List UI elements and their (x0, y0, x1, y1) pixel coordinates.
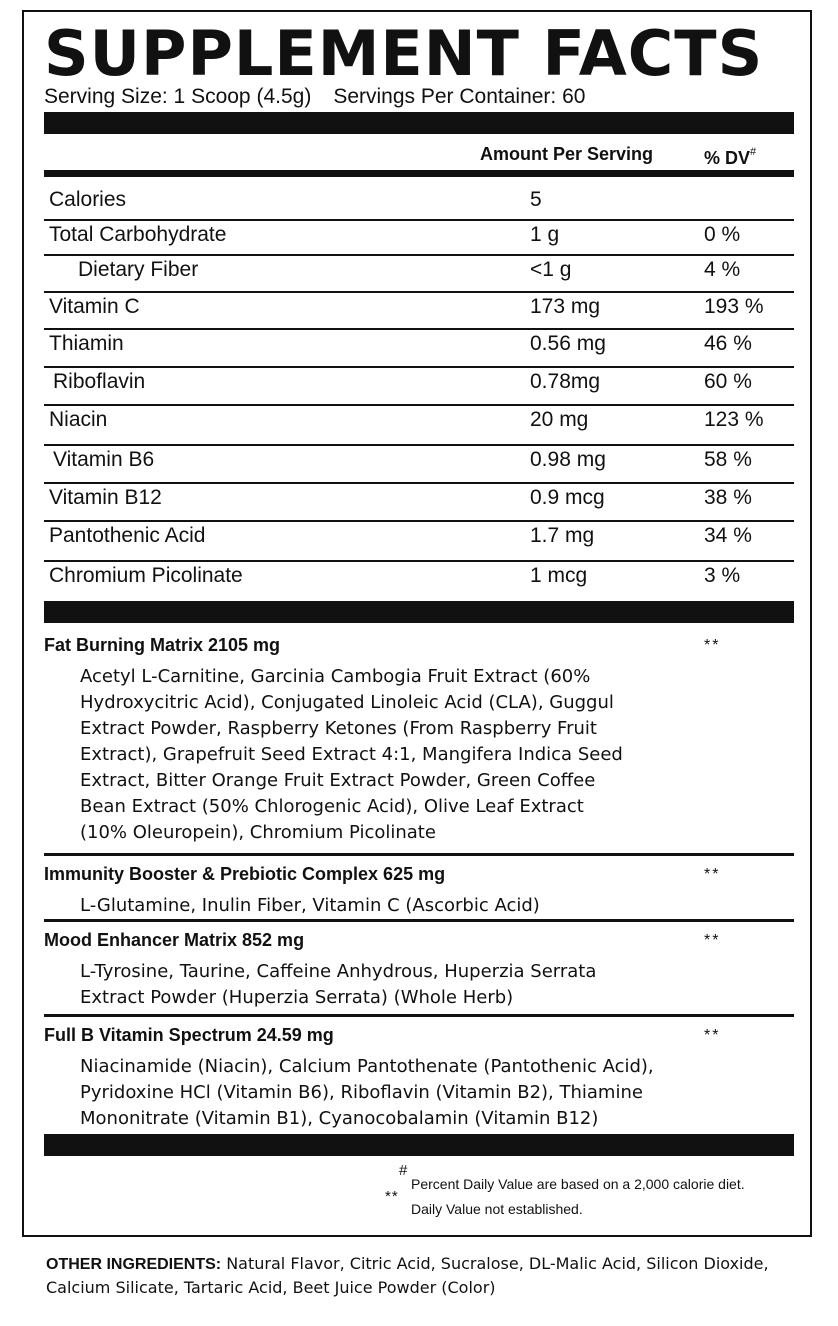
thick-divider-header (44, 170, 794, 177)
row-divider (44, 444, 794, 446)
row-divider (44, 560, 794, 562)
row-divider (44, 219, 794, 221)
nutrient-row (44, 223, 794, 253)
nutrient-amount: 1.7 mg (530, 524, 595, 547)
blend-ingredient-line: Acetyl L-Carnitine, Garcinia Cambogia Fruit Extract (60% (80, 666, 591, 687)
blend-title: Full B Vitamin Spectrum 24.59 mg (44, 1025, 334, 1045)
thick-divider-bottom (44, 1134, 794, 1156)
nutrient-amount: 173 mg (530, 295, 601, 318)
blend-ingredient-line: L-Tyrosine, Taurine, Caffeine Anhydrous, Huperzia Serrata (80, 961, 597, 982)
footnote-text-1: Percent Daily Value are based on a 2,000 calorie diet. (411, 1176, 745, 1192)
blend-ingredients (80, 664, 720, 846)
nutrient-name: Pantothenic Acid (49, 524, 206, 547)
dv-header-label: % DV (704, 148, 751, 168)
footnote-mark-2: ** (385, 1188, 399, 1205)
blend-ingredient-line: Extract), Grapefruit Seed Extract 4:1, Mangifera Indica Seed (80, 744, 623, 765)
blend-divider (44, 919, 794, 922)
nutrient-row (44, 408, 794, 438)
nutrient-name: Vitamin B6 (53, 448, 155, 471)
footnote-mark-1: # (399, 1162, 408, 1179)
nutrient-amount: 1 g (530, 223, 560, 246)
nutrient-dv: 4 % (704, 258, 741, 281)
row-divider (44, 254, 794, 256)
other-ingredients (46, 1252, 806, 1299)
nutrient-row (44, 564, 794, 600)
nutrient-dv: 3 % (704, 564, 741, 587)
blend-dv-mark: ** (704, 637, 721, 654)
nutrient-dv: 34 % (704, 524, 752, 547)
nutrient-name: Vitamin C (49, 295, 140, 318)
nutrient-name: Riboflavin (53, 370, 146, 393)
nutrient-row (44, 295, 794, 325)
nutrient-name: Vitamin B12 (49, 486, 162, 509)
nutrient-amount: 0.9 mcg (530, 486, 605, 509)
nutrient-row (44, 332, 794, 362)
blend-ingredient-line: Hydroxycitric Acid), Conjugated Linoleic Acid (CLA), Guggul (80, 692, 614, 713)
nutrient-row (44, 370, 794, 400)
blend-title: Fat Burning Matrix 2105 mg (44, 635, 281, 655)
nutrient-row (44, 258, 794, 288)
nutrient-row (44, 486, 794, 516)
nutrient-amount: 0.78mg (530, 370, 601, 393)
nutrient-name: Dietary Fiber (78, 258, 199, 281)
nutrient-dv: 123 % (704, 408, 764, 431)
blend-ingredient-line: Bean Extract (50% Chlorogenic Acid), Olive Leaf Extract (80, 796, 584, 817)
thick-divider-middle (44, 601, 794, 623)
nutrient-amount: 0.98 mg (530, 448, 606, 471)
nutrient-row (44, 188, 794, 218)
blend-dv-mark: ** (704, 866, 721, 883)
nutrient-amount: 5 (530, 188, 542, 211)
row-divider (44, 520, 794, 522)
blend-ingredient-line: Mononitrate (Vitamin B1), Cyanocobalamin (Vitamin B12) (80, 1108, 599, 1129)
row-divider (44, 291, 794, 293)
nutrient-name: Niacin (49, 408, 108, 431)
nutrient-name: Thiamin (49, 332, 124, 355)
row-divider (44, 482, 794, 484)
blend-ingredients (80, 959, 720, 1011)
footnote-text-2: Daily Value not established. (411, 1201, 583, 1217)
nutrient-amount: 1 mcg (530, 564, 588, 587)
nutrient-row (44, 524, 794, 554)
nutrient-amount: 20 mg (530, 408, 589, 431)
nutrient-dv: 38 % (704, 486, 752, 509)
blend-ingredient-line: Extract Powder (Huperzia Serrata) (Whole Herb) (80, 987, 514, 1008)
blend-title: Mood Enhancer Matrix 852 mg (44, 930, 305, 950)
blend-ingredient-line: L-Glutamine, Inulin Fiber, Vitamin C (Ascorbic Acid) (80, 895, 540, 916)
nutrient-dv: 58 % (704, 448, 752, 471)
nutrient-dv: 60 % (704, 370, 752, 393)
blend-title: Immunity Booster & Prebiotic Complex 625 mg (44, 864, 446, 884)
row-divider (44, 366, 794, 368)
blend-ingredients (80, 1054, 720, 1132)
blend-divider (44, 1014, 794, 1017)
servings-per-container: Servings Per Container: 60 (333, 85, 586, 108)
nutrient-amount: 0.56 mg (530, 332, 606, 355)
blend-dv-mark: ** (704, 1027, 721, 1044)
nutrient-amount: <1 g (530, 258, 572, 281)
other-ingredients-label: OTHER INGREDIENTS: (46, 1256, 222, 1273)
other-ingredients-text: Natural Flavor, Citric Acid, Sucralose, DL-Malic Acid, Silicon Dioxide, Calcium Silicate, Tartaric Acid, Beet Juice Powder (Color) (46, 1254, 769, 1297)
panel-title: SUPPLEMENT FACTS (44, 17, 764, 90)
blend-ingredient-line: Extract, Bitter Orange Fruit Extract Powder, Green Coffee (80, 770, 596, 791)
amount-header: Amount Per Serving (480, 144, 654, 164)
nutrient-name: Calories (49, 188, 127, 211)
row-divider (44, 328, 794, 330)
blend-ingredient-line: Pyridoxine HCl (Vitamin B6), Riboflavin (Vitamin B2), Thiamine (80, 1082, 643, 1103)
nutrient-dv: 46 % (704, 332, 752, 355)
supplement-facts-panel (22, 10, 812, 1237)
blend-divider (44, 853, 794, 856)
serving-info (44, 84, 585, 110)
serving-size: Serving Size: 1 Scoop (4.5g) (44, 85, 312, 108)
dv-header (704, 142, 756, 170)
nutrient-dv: 193 % (704, 295, 764, 318)
nutrient-name: Chromium Picolinate (49, 564, 243, 587)
row-divider (44, 404, 794, 406)
blend-ingredients (80, 893, 720, 919)
blend-ingredient-line: (10% Oleuropein), Chromium Picolinate (80, 822, 436, 843)
nutrient-row (44, 448, 794, 478)
blend-ingredient-line: Niacinamide (Niacin), Calcium Pantothenate (Pantothenic Acid), (80, 1056, 654, 1077)
blend-dv-mark: ** (704, 932, 721, 949)
thick-divider-top (44, 112, 794, 134)
nutrient-dv: 0 % (704, 223, 741, 246)
dv-header-mark: # (750, 146, 757, 158)
nutrient-name: Total Carbohydrate (49, 223, 227, 246)
blend-ingredient-line: Extract Powder, Raspberry Ketones (From Raspberry Fruit (80, 718, 597, 739)
